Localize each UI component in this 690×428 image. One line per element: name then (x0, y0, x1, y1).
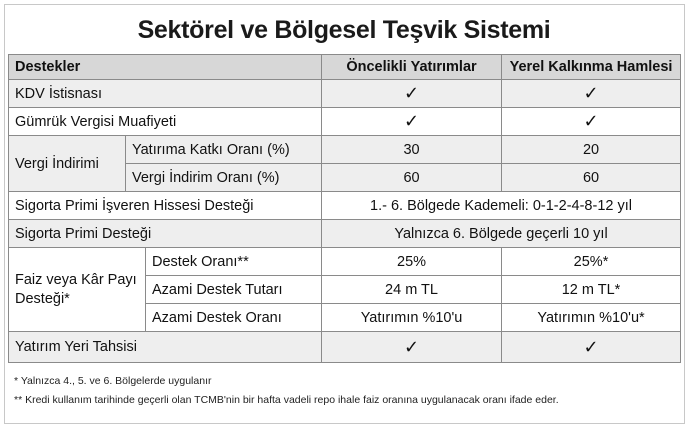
cell-value: 1.- 6. Bölgede Kademeli: 0-1-2-4-8-12 yıl (322, 192, 681, 220)
footnote-1: * Yalnızca 4., 5. ve 6. Bölgelerde uygulanır (14, 375, 212, 387)
row-label: KDV İstisnası (9, 80, 322, 108)
check-icon: ✓ (403, 111, 420, 131)
cell-value: 30 (322, 136, 502, 164)
row-label: Sigorta Primi Desteği (9, 220, 322, 248)
row-group-label: Faiz veya Kâr Payı Desteği* (9, 248, 146, 332)
check-icon: ✓ (583, 83, 599, 103)
header-destekler: Destekler (9, 55, 322, 80)
cell-value: 60 (502, 164, 681, 192)
cell-value: 25%* (502, 248, 681, 276)
row-sublabel: Azami Destek Tutarı (146, 276, 322, 304)
row-group-label: Vergi İndirimi (9, 136, 126, 192)
table-row (9, 192, 681, 220)
table-row (9, 220, 681, 248)
cell-value: 60 (322, 164, 502, 192)
row-label: Yatırım Yeri Tahsisi (9, 332, 322, 363)
check-icon: ✓ (403, 336, 420, 357)
row-sublabel: Vergi İndirim Oranı (%) (126, 164, 322, 192)
cell-value: 20 (502, 136, 681, 164)
table-row (9, 248, 681, 276)
cell-value: 24 m TL (322, 276, 502, 304)
table-header-row (9, 55, 681, 80)
table-row (9, 80, 681, 108)
check-icon: ✓ (583, 336, 599, 357)
row-sublabel: Azami Destek Oranı (146, 304, 322, 332)
cell-value: 12 m TL* (502, 276, 681, 304)
row-label: Gümrük Vergisi Muafiyeti (9, 108, 322, 136)
header-oncelikli: Öncelikli Yatırımlar (322, 55, 502, 80)
header-yerel: Yerel Kalkınma Hamlesi (502, 55, 681, 80)
cell-value: Yatırımın %10'u* (502, 304, 681, 332)
incentive-table (8, 54, 681, 363)
check-icon: ✓ (583, 111, 599, 131)
row-sublabel: Destek Oranı** (146, 248, 322, 276)
cell-value: Yatırımın %10'u (322, 304, 502, 332)
table-row (9, 332, 681, 363)
row-label: Sigorta Primi İşveren Hissesi Desteği (9, 192, 322, 220)
cell-value: Yalnızca 6. Bölgede geçerli 10 yıl (322, 220, 681, 248)
table-row (9, 108, 681, 136)
table-row (9, 136, 681, 164)
page-title: Sektörel ve Bölgesel Teşvik Sistemi (137, 16, 551, 44)
row-sublabel: Yatırıma Katkı Oranı (%) (126, 136, 322, 164)
check-icon: ✓ (403, 83, 420, 103)
cell-value: 25% (322, 248, 502, 276)
footnotes (14, 372, 674, 410)
footnote-2: ** Kredi kullanım tarihinde geçerli olan TCMB'nin bir hafta vadeli repo ihale faiz oranına uygulanacak oranı ifade eder. (14, 394, 559, 406)
